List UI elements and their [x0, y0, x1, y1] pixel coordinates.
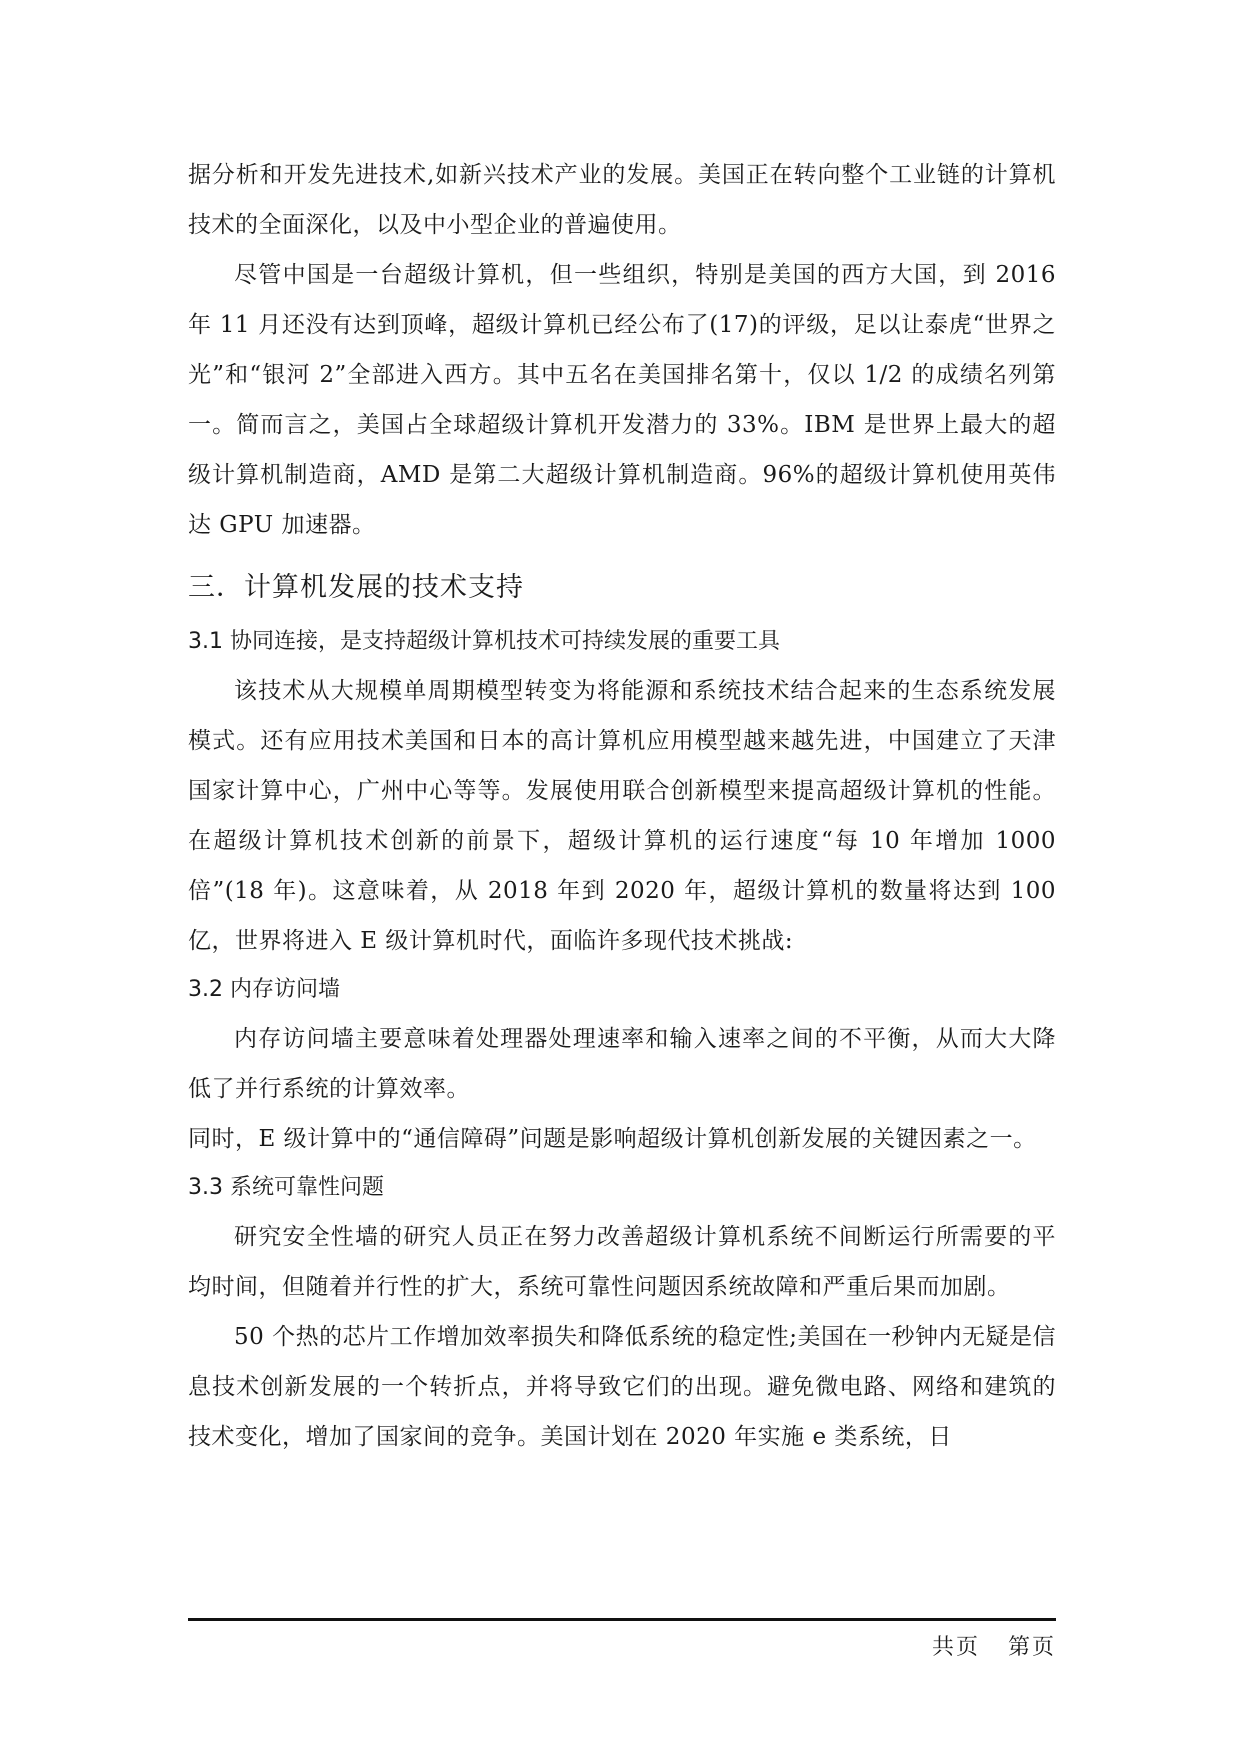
paragraph-communication-barrier: 同时，E 级计算中的“通信障碍”问题是影响超级计算机创新发展的关键因素之一。 [188, 1126, 1037, 1152]
footer-divider [188, 1618, 1056, 1621]
subsection-heading-3-3: 3.3 系统可靠性问题 [188, 1175, 384, 1200]
page-footer [188, 1630, 1056, 1661]
paragraph-industry-chain: 据分析和开发先进技术,如新兴技术产业的发展。美国正在转向整个工业链的计算机技术的全面深化，以及中小型企业的普遍使用。 [188, 162, 1056, 238]
paragraph-reliability: 研究安全性墙的研究人员正在努力改善超级计算机系统不间断运行所需要的平均时间，但随着并行性的扩大，系统可靠性问题因系统故障和严重后果而加剧。 [188, 1224, 1056, 1300]
paragraph-supercomputer-ranking: 尽管中国是一台超级计算机，但一些组织，特别是美国的西方大国，到 2016 年 11 月还没有达到顶峰，超级计算机已经公布了(17)的评级，足以让泰虎“世界之光”和“银河 2”全部进入西方。其中五名在美国排名第十，仅以 1/2 的成绩名列第一。简而言之，美国占全球超级计算机开发潜力的 33%。IBM 是世界上最大的超级计算机制造商，AMD 是第二大超级计算机制造商。96%的超级计算机使用英伟达 GPU 加速器。 [188, 262, 1056, 538]
total-pages-label: 共页 [931, 1635, 980, 1660]
subsection-heading-3-1: 3.1 协同连接，是支持超级计算机技术可持续发展的重要工具 [188, 629, 780, 654]
current-page-label: 第页 [1007, 1635, 1056, 1660]
document-page [188, 150, 1056, 1462]
paragraph-collaborative-connection: 该技术从大规模单周期模型转变为将能源和系统技术结合起来的生态系统发展模式。还有应用技术美国和日本的高计算机应用模型越来越先进，中国建立了天津国家计算中心，广州中心等等。发展使用联合创新模型来提高超级计算机的性能。在超级计算机技术创新的前景下，超级计算机的运行速度“每 10 年增加 1000 倍”(18 年)。这意味着，从 2018 年到 2020 年，超级计算机的数量将达到 100 亿，世界将进入 E 级计算机时代，面临许多现代技术挑战: [188, 678, 1056, 954]
section-heading-tech-support: 三．计算机发展的技术支持 [188, 572, 524, 603]
paragraph-chip-heat: 50 个热的芯片工作增加效率损失和降低系统的稳定性;美国在一秒钟内无疑是信息技术创新发展的一个转折点，并将导致它们的出现。避免微电路、网络和建筑的技术变化，增加了国家间的竞争。美国计划在 2020 年实施 e 类系统，日 [188, 1324, 1056, 1450]
paragraph-memory-wall: 内存访问墙主要意味着处理器处理速率和输入速率之间的不平衡，从而大大降低了并行系统的计算效率。 [188, 1026, 1056, 1102]
subsection-heading-3-2: 3.2 内存访问墙 [188, 977, 340, 1002]
